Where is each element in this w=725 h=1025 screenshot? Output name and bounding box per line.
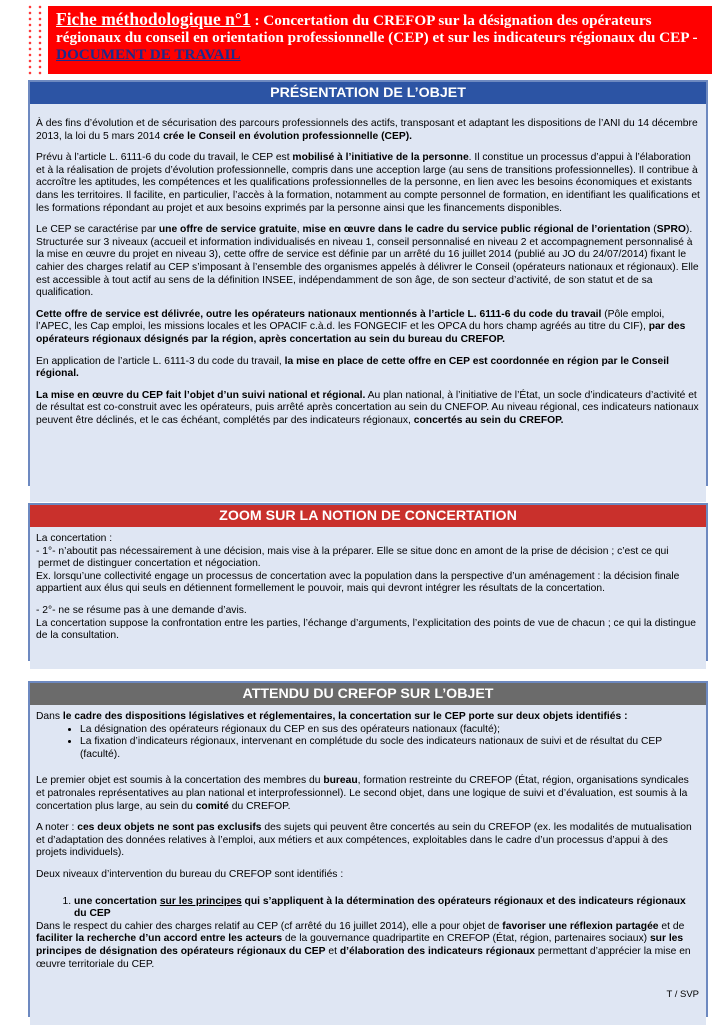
- document-header: [48, 6, 712, 74]
- section-attendu-crefop: [28, 681, 708, 1017]
- text-bold: faciliter la recherche d’un accord entre les acteurs: [36, 933, 283, 945]
- text: et de: [658, 920, 685, 932]
- text: des sujets qui peuvent être concertés au sein du CREFOP (ex. les modalités de mutualisation et d’adaptation des données relatives à l’emploi, aux métiers et aux compétences, exploitables dans le cadre d’un processus d’appui à des projets individuels).: [36, 822, 692, 859]
- text-bold: La mise en œuvre du CEP fait l’objet d’un suivi national et régional.: [36, 389, 366, 401]
- text: (: [650, 224, 657, 236]
- text-line: La concertation suppose la confrontation entre les parties, l’échange d’arguments, l’explicitation des points de vue de chacun ; ce qui la distingue de la consultation.: [36, 617, 696, 642]
- decorative-dots-right: [38, 4, 42, 76]
- text: et: [325, 945, 340, 957]
- text: Le premier objet est soumis à la concertation des membres du: [36, 775, 324, 787]
- text-bold: une offre de service gratuite: [158, 224, 297, 236]
- document-subtitle: : Concertation du CREFOP sur la désignation des opérateurs régionaux du conseil en orientation professionnelle (CEP) et sur les indicateurs régionaux du CEP -: [56, 12, 698, 46]
- page-footer: T / SVP: [666, 989, 699, 1000]
- draft-tag: DOCUMENT DE TRAVAIL: [56, 46, 241, 63]
- paragraph: [36, 390, 700, 428]
- paragraph: [36, 356, 700, 381]
- text-bold: d’élaboration des indicateurs régionaux: [339, 945, 535, 957]
- text: ,: [296, 224, 303, 236]
- text: Le CEP se caractérise par: [36, 224, 159, 236]
- paragraph: [36, 822, 700, 860]
- text-bold: crée le Conseil en évolution professionnelle (CEP).: [163, 130, 412, 142]
- text-line: La concertation :: [36, 533, 113, 544]
- text-bold: ces deux objets ne sont pas exclusifs: [77, 822, 262, 834]
- text: . Il constitue un processus d’appui à l’élaboration et à la réalisation de projets d’évolution professionnelle, compris dans une acception large (au sens de transitions professionnelles). Il contribue à accroître les aptitudes, les compétences et les qualifications professionnelles de la personne, en lien avec les besoins économiques et existants dans les territoires. Il facilite, en particulier, l’accès à la formation, notamment au compte personnel de formation, en identifiant les qualifications et les formations répondant au projet et aux besoins exprimés par la personne ainsi que les financements disponibles.: [36, 152, 700, 214]
- text-bold: SPRO: [656, 224, 686, 236]
- text-bold: bureau: [323, 775, 358, 787]
- text: ). Structurée sur 3 niveaux (accueil et information individualisés en niveau 1, conseil personnalisé en niveau 2 et accompagnement personnalisé à la mise en œuvre du projet en niveau 3), cette offre de service est définie par un arrêté du 16 juillet 2014 (publié au JO du 24/07/2014) fixant le cahier des charges relatif au CEP s’imposant à l’ensemble des organismes appelés à délivrer le Conseil (opérateurs nationaux et régionaux). Elle est accessible à tout actif au sens de la définition INSEE, indépendamment de son âge, de son secteur d’activité, de son statut et de sa qualification.: [36, 224, 699, 299]
- text: (Pôle emploi, l’APEC, les Cap emploi, les missions locales et les OPACIF c.à.d. les FONGECIF et les OPCA du hors champ agréés au titre du CIF),: [36, 308, 665, 333]
- section-heading: PRÉSENTATION DE L’OBJET: [30, 82, 706, 104]
- text-line: - 1°- n’aboutit pas nécessairement à une décision, mais vise à la préparer. Elle se situe donc en amont de la prise de décision ; c’est ce qui permet de distinguer concertation et négociation.: [36, 545, 669, 570]
- paragraph: Deux niveaux d’intervention du bureau du CREFOP sont identifiés :: [36, 868, 344, 880]
- list-item: [74, 896, 700, 921]
- section-zoom-concertation: [28, 503, 708, 661]
- text-bold: par des opérateurs régionaux désignés par la région, après concertation au sein du bureau du CREFOP.: [36, 321, 686, 345]
- text-line: Ex. lorsqu’une collectivité engage un processus de concertation avec la population dans la perspective d’un aménagement : la décision finale appartient aux élus qui seuls en détiennent formellement le pouvoir, mais qui devront intégrer les résultats de la concertation.: [36, 570, 680, 595]
- text: A noter :: [36, 822, 78, 834]
- text-bold-underline: sur les principes: [159, 895, 242, 907]
- text-bold: comité: [195, 800, 229, 812]
- list-item: • La fixation d’indicateurs régionaux, intervenant en complétude du socle des indicateurs nationaux de suivi et de résultat du CEP (faculté).: [80, 736, 700, 761]
- section-body: [30, 104, 706, 502]
- text-bold: sur les principes de désignation des opérateurs régionaux du CEP: [36, 933, 684, 957]
- text: permettant d’apprécier la mise en œuvre territoriale du CEP.: [36, 945, 691, 970]
- text-bold: concertés au sein du CREFOP.: [413, 414, 564, 426]
- section-body: [30, 527, 706, 669]
- section-presentation: [28, 80, 708, 486]
- text: , formation restreinte du CREFOP (État, région, organisations syndicales et patronales représentatives au plan national et interprofessionnel). Le second objet, dans une logique de suivi et d’évaluation, est soumis à la concertation plus large, au sein du: [36, 775, 689, 812]
- list-item: • La désignation des opérateurs régionaux du CEP en sus des opérateurs nationaux (faculté);: [80, 724, 700, 737]
- paragraph: [36, 224, 700, 300]
- text-bold: mise en œuvre dans le cadre du service public régional de l’orientation: [302, 224, 651, 236]
- paragraph: [36, 152, 700, 215]
- text-line: - 2°- ne se résume pas à une demande d’avis.: [36, 604, 247, 616]
- document-title: Fiche méthodologique n°1: [56, 9, 251, 29]
- paragraph: [36, 775, 700, 813]
- text: du CREFOP.: [228, 800, 291, 812]
- text-bold: favoriser une réflexion partagée: [502, 920, 659, 932]
- paragraph: [36, 711, 700, 724]
- text-bold: qui s’appliquent à la détermination des opérateurs régionaux et des indicateurs régionaux du CEP: [74, 895, 686, 920]
- objects-list: [36, 724, 700, 762]
- levels-list: [36, 896, 700, 921]
- section-heading: ZOOM SUR LA NOTION DE CONCERTATION: [30, 505, 706, 527]
- section-heading: ATTENDU DU CREFOP SUR L’OBJET: [30, 683, 706, 705]
- text-bold: une concertation: [74, 895, 160, 907]
- text: Dans: [36, 711, 63, 722]
- text-bold: mobilisé à l’initiative de la personne: [292, 152, 469, 164]
- paragraph: [36, 118, 700, 143]
- text: de la gouvernance quadripartite en CREFOP (État, région, partenaires sociaux): [282, 933, 650, 945]
- text: Dans le respect du cahier des charges relatif au CEP (cf arrêté du 16 juillet 2014), elle a pour objet de: [36, 920, 503, 932]
- text: Au plan national, à l’initiative de l’État, un socle d’indicateurs d’activité et de résultat est co-construit avec les opérateurs, puis arrêté après concertation au sein du CNEFOP. Au niveau régional, ces indicateurs nationaux peuvent être déclinés, et le cas échéant, complétés par des indicateurs régionaux,: [36, 389, 699, 426]
- decorative-dots-left: [28, 4, 32, 76]
- text: À des fins d’évolution et de sécurisation des parcours professionnels des actifs, transposant et adaptant les dispositions de l’ANI du 14 décembre 2013, la loi du 5 mars 2014: [36, 118, 698, 142]
- paragraph: [36, 309, 700, 347]
- text-bold: Cette: [36, 308, 65, 320]
- text: Prévu à l’article L. 6111-6 du code du travail, le CEP est: [36, 152, 293, 164]
- section-body: [30, 705, 706, 1025]
- paragraph: [36, 921, 700, 971]
- text: En application de l’article L. 6111-3 du code du travail,: [36, 355, 285, 367]
- text-bold: le cadre des dispositions législatives et réglementaires, la concertation sur le CEP porte sur deux objets identifiés :: [62, 711, 628, 722]
- text-bold: la mise en place de cette offre en CEP est coordonnée en région par le Conseil régional.: [36, 355, 669, 380]
- text-bold: offre de service est délivrée, outre les opérateurs nationaux mentionnés à l’article L. 6111-6 du code du travail: [64, 308, 602, 320]
